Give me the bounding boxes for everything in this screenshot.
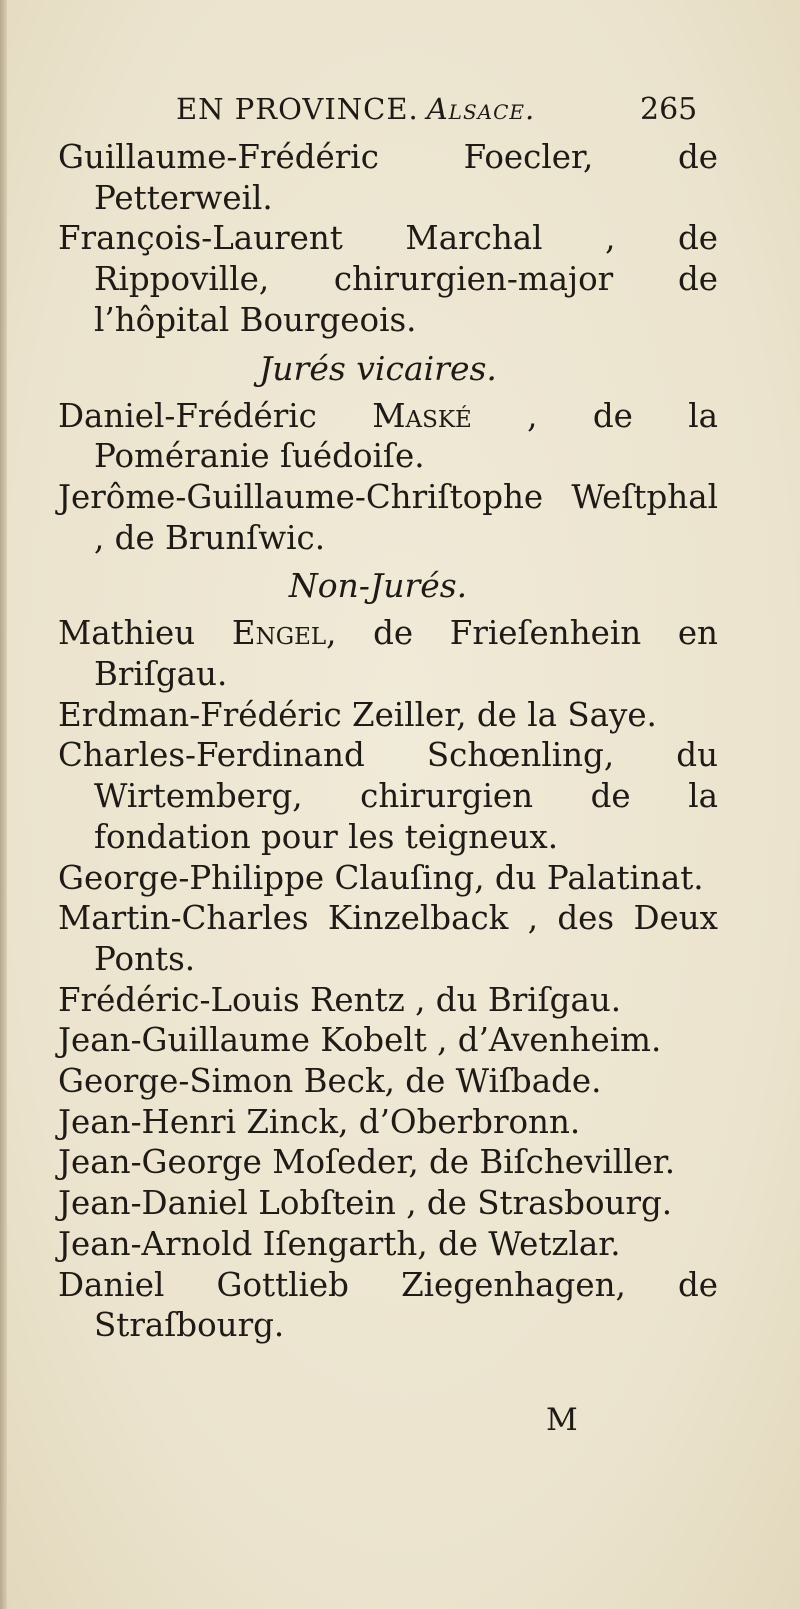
list-item: Jean-Henri Zinck, d’Oberbronn. [58, 1102, 581, 1141]
list-item: Jean-Daniel Lobſtein , de Strasbourg. [58, 1184, 673, 1223]
section-heading-non-jures: Non-Jurés. [288, 566, 468, 606]
list-item: Daniel Gottlieb Ziegenhagen, de Straſbourg. [58, 1265, 718, 1345]
running-head [176, 92, 535, 126]
list-item: George-Simon Beck, de Wiſbade. [58, 1062, 602, 1101]
list-item: François-Laurent Marchal , de Rippoville, chirurgien-major de l’hôpital Bourgeois. [58, 219, 718, 339]
entry-given-names: Daniel-Frédéric [58, 396, 373, 435]
list-item: Jean-Guillaume Kobelt , d’Avenheim. [58, 1021, 662, 1060]
entry-origin: , de la Poméranie ſuédoiſe. [94, 396, 718, 476]
list-item: Jean-George Moſeder, de Biſcheviller. [58, 1143, 676, 1182]
page-body [58, 137, 718, 1346]
page-edge-shadow [0, 0, 7, 1609]
entry-surname: Maské [372, 396, 472, 435]
list-item: Charles-Ferdinand Schœnling, du Wirtemberg, chirurgien de la fondation pour les teigneux. [58, 736, 718, 856]
list-item [58, 613, 718, 694]
section-heading-jures-vicaires: Jurés vicaires. [259, 348, 497, 388]
entry-origin: , de Frieſenhein en Briſgau. [94, 614, 718, 694]
list-item: Jean-Arnold Iſengarth, de Wetzlar. [58, 1224, 621, 1263]
list-item: Erdman-Frédéric Zeiller, de la Saye. [58, 695, 657, 734]
catchword: M [546, 1402, 578, 1438]
page-number: 265 [640, 92, 698, 127]
list-item: Frédéric-Louis Rentz , du Briſgau. [58, 980, 622, 1019]
list-item: George-Philippe Clauſing, du Palatinat. [58, 858, 704, 897]
list-item: Jerôme-Guillaume-Chriſtophe Weſtphal , de Brunſwic. [58, 477, 718, 557]
running-head-region: Alſace. [426, 92, 536, 126]
entry-surname: Engel [231, 614, 327, 653]
entry-given-names: Mathieu [58, 614, 232, 653]
running-head-title: EN PROVINCE. [176, 92, 419, 126]
list-item [58, 396, 718, 477]
page-header [0, 92, 800, 136]
list-item: Martin-Charles Kinzelback , des Deux Ponts. [58, 899, 718, 978]
list-item: Guillaume-Frédéric Foecler, de Petterweil. [58, 138, 718, 217]
